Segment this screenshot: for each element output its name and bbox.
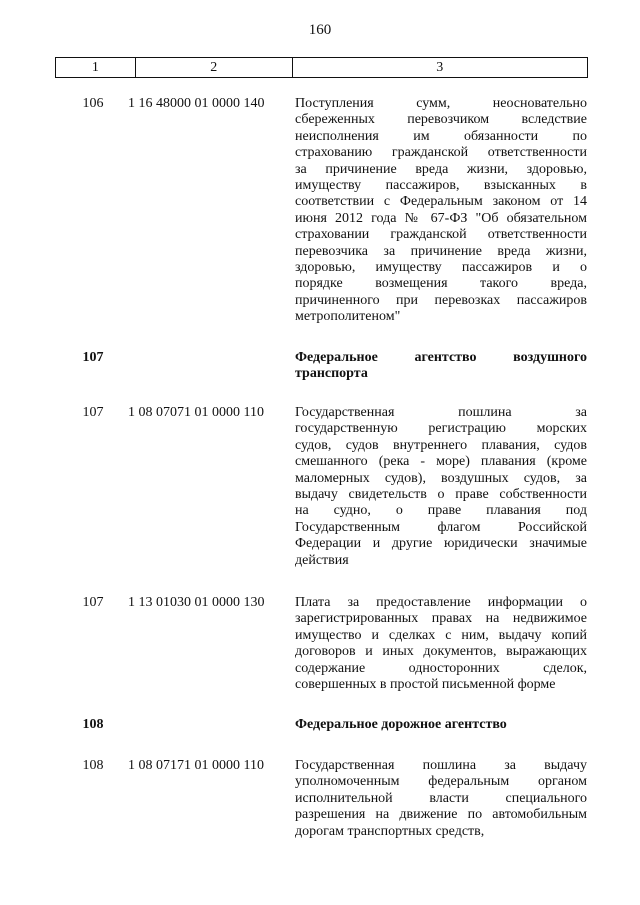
- description-line: за причинение вреда жизни, здоровью,: [295, 161, 587, 177]
- description-line: смешанного (река - море) плавания (кроме: [295, 454, 587, 470]
- description-line: соответствии с Федеральным законом от 14: [295, 194, 587, 210]
- description-line: порядке возмещения такого вреда,: [295, 276, 587, 292]
- description-line: сбереженных перевозчиком вследствие: [295, 112, 587, 128]
- description-line: государственную регистрацию морских: [295, 421, 587, 437]
- description-line: страхованию гражданской ответственности: [295, 145, 587, 161]
- description-line: неисполнения им обязанности по: [295, 128, 587, 144]
- budget-classification-code: 1 16 48000 01 0000 140: [128, 96, 265, 111]
- description-line: Государственным флагом Российской: [295, 519, 587, 535]
- description-line: содержание односторонних сделок,: [295, 660, 587, 676]
- description-line: транспорта: [295, 366, 368, 382]
- description-line: Плата за предоставление информации о: [295, 595, 587, 610]
- description: [295, 758, 587, 840]
- description: [295, 595, 587, 693]
- page-number: 160: [308, 22, 332, 38]
- description-line: перевозчика за причинение вреда жизни,: [295, 243, 587, 259]
- description-line: совершенных в простой письменной форме: [295, 677, 556, 693]
- description-line: договоров и иных документов, выражающих: [295, 644, 587, 660]
- budget-classification-code: 1 08 07071 01 0000 110: [128, 405, 264, 420]
- column-header-1: 1: [56, 58, 136, 78]
- description: [295, 717, 587, 733]
- description-line: зарегистрированных правах на недвижимое: [295, 611, 587, 627]
- description-line: здоровью, имуществу пассажиров и о: [295, 260, 587, 276]
- description-line: причиненного при перевозках пассажиров: [295, 292, 587, 308]
- description-line: Федеральное дорожное агентство: [295, 717, 507, 732]
- description-line: Государственная пошлина за выдачу: [295, 758, 587, 773]
- description-line: на судно, о праве плавания под: [295, 503, 587, 519]
- column-header-table: [55, 57, 588, 78]
- description-line: исполнительной власти специального: [295, 790, 587, 806]
- description: [295, 405, 587, 569]
- description-line: страховании гражданской ответственности: [295, 227, 587, 243]
- description-line: действия: [295, 552, 349, 568]
- description-line: выдачу свидетельств о праве собственности: [295, 487, 587, 503]
- description-line: имуществу пассажиров, взысканных в: [295, 178, 587, 194]
- description-line: Федерации и другие юридически значимые: [295, 536, 587, 552]
- description: [295, 350, 587, 383]
- admin-code: 108: [82, 717, 104, 732]
- description-line: метрополитеном": [295, 309, 401, 325]
- description: [295, 96, 587, 326]
- column-header-3: 3: [292, 58, 587, 78]
- budget-classification-code: 1 13 01030 01 0000 130: [128, 595, 265, 610]
- budget-classification-code: 1 08 07171 01 0000 110: [128, 758, 264, 773]
- admin-code: 108: [82, 758, 104, 773]
- admin-code: 107: [82, 595, 104, 610]
- admin-code: 107: [82, 350, 104, 365]
- description-line: разрешения на движение по автомобильным: [295, 807, 587, 823]
- admin-code: 106: [82, 96, 104, 111]
- description-line: Поступления сумм, неосновательно: [295, 96, 587, 111]
- description-line: июня 2012 года № 67-ФЗ "Об обязательном: [295, 210, 587, 226]
- description-line: Государственная пошлина за: [295, 405, 587, 420]
- description-line: уполномоченным федеральным органом: [295, 774, 587, 790]
- admin-code: 107: [82, 405, 104, 420]
- description-line: Федеральное агентство воздушного: [295, 350, 587, 365]
- description-line: маломерных судов), воздушных судов, за: [295, 470, 587, 486]
- description-line: имущество и сделках с ним, выдачу копий: [295, 627, 587, 643]
- description-line: дорогам транспортных средств,: [295, 823, 485, 839]
- column-header-row: [56, 58, 588, 78]
- column-header-2: 2: [135, 58, 292, 78]
- description-line: судов, судов внутреннего плавания, судов: [295, 437, 587, 453]
